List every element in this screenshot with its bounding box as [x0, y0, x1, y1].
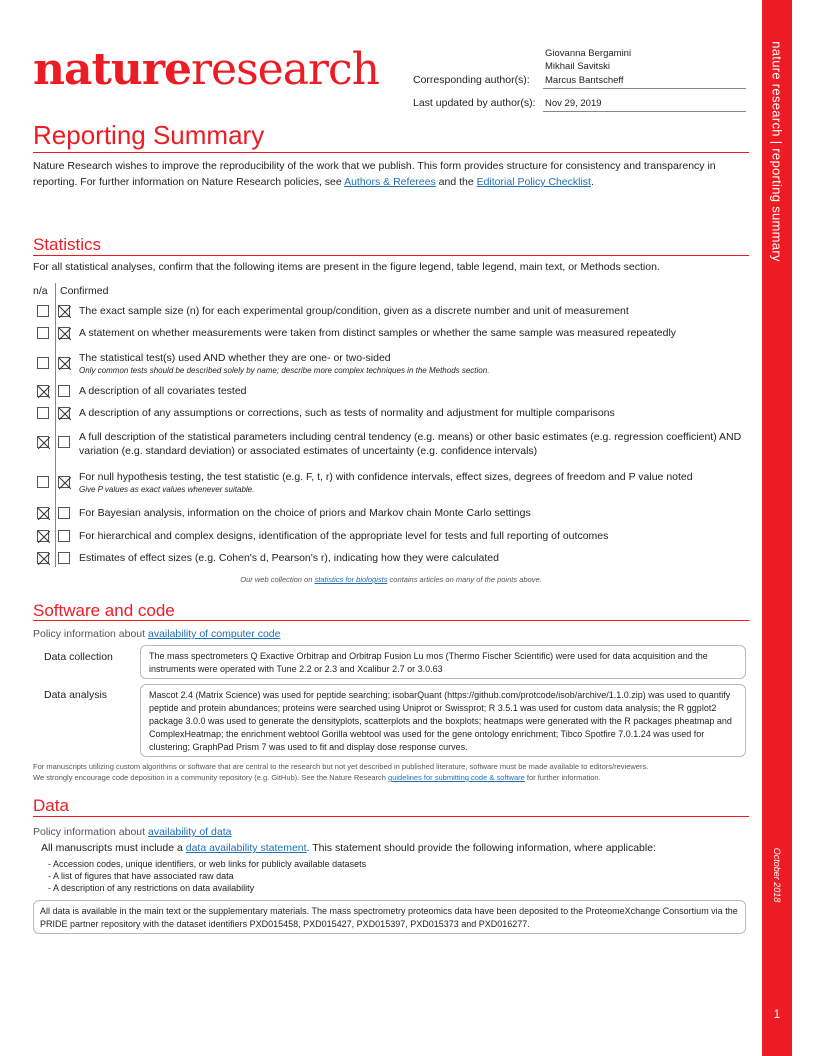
statistics-heading: Statistics: [33, 235, 102, 254]
availability-of-data-link[interactable]: availability of data: [147, 826, 232, 838]
author-underline: [543, 88, 746, 89]
confirmed-checkbox[interactable]: [58, 305, 70, 317]
confirmed-checkbox[interactable]: [58, 552, 70, 564]
statistics-item: Estimates of effect sizes (e.g. Cohen's d, Pearson's r), indicating how they were calculated: [79, 552, 499, 564]
statistics-item: For hierarchical and complex designs, identification of the appropriate level for tests and full reporting of outcomes: [79, 530, 609, 542]
statistics-item-note: Give P values as exact values whenever suitable.: [79, 485, 255, 494]
statistics-biologists-link[interactable]: statistics for biologists: [314, 575, 388, 584]
data-bullet-2: - A list of figures that have associated raw data: [48, 871, 234, 881]
confirmed-column-header: Confirmed: [60, 285, 109, 297]
confirmed-checkbox[interactable]: [58, 507, 70, 519]
data-bullet-3: - A description of any restrictions on data availability: [48, 883, 255, 893]
statistics-item: A statement on whether measurements were taken from distinct samples or whether the same sample was measured repeatedly: [79, 327, 677, 339]
data-availability-field[interactable]: All data is available in the main text or the supplementary materials. The mass spectrometry proteomics data have been deposited to the ProteomeXchange Consortium via the PRIDE partner repository with the dataset identifiers PXD015458, PXD015427, PXD015397, PXD015373 and PXD016277.: [33, 900, 746, 934]
na-checkbox[interactable]: [37, 530, 49, 542]
authors-referees-link[interactable]: Authors & Referees: [344, 176, 436, 188]
software-policy: Policy information about availability of computer code: [33, 628, 281, 640]
column-divider: [55, 283, 56, 567]
confirmed-checkbox[interactable]: [58, 327, 70, 339]
data-rule: [33, 816, 749, 817]
statistics-item: A description of any assumptions or corrections, such as tests of normality and adjustment for multiple comparisons: [79, 407, 615, 419]
software-rule: [33, 620, 749, 621]
data-policy: Policy information about availability of data: [33, 826, 232, 838]
data-heading: Data: [33, 796, 69, 815]
na-checkbox[interactable]: [37, 507, 49, 519]
software-fine-print-1: For manuscripts utilizing custom algorithms or software that are central to the research but not yet described in published literature, software must be made available to editors/reviewers.: [33, 762, 649, 771]
page-number: 1: [773, 1007, 781, 1021]
data-analysis-label: Data analysis: [44, 689, 108, 701]
statistics-item: For Bayesian analysis, information on the choice of priors and Markov chain Monte Carlo settings: [79, 507, 531, 519]
statistics-item: The exact sample size (n) for each experimental group/condition, given as a discrete number and unit of measurement: [79, 305, 629, 317]
na-checkbox[interactable]: [37, 436, 49, 448]
side-banner-date: October 2018: [772, 847, 782, 903]
confirmed-checkbox[interactable]: [58, 436, 70, 448]
na-column-header: n/a: [33, 285, 48, 297]
corresponding-label: Corresponding author(s):: [413, 74, 530, 86]
intro-paragraph: Nature Research wishes to improve the reproducibility of the work that we publish. This form provides structure for consistency and transparency in reporting. For further information on Nature Research policies, see Authors & Referees and the Editorial Policy Checklist.: [33, 160, 716, 188]
data-bullet-1: - Accession codes, unique identifiers, or web links for publicly available datasets: [48, 859, 367, 869]
author-2: Mikhail Savitski: [545, 61, 610, 72]
software-fine-print-2: We strongly encourage code deposition in a community repository (e.g. GitHub). See the Nature Research guidelines for submitting code & software for further information.: [33, 773, 601, 782]
data-availability-statement-link[interactable]: data availability statement: [185, 842, 307, 854]
side-banner-title: nature research | reporting summary: [769, 41, 785, 262]
statistics-item: The statistical test(s) used AND whether they are one- or two-sided Only common tests should be described solely by name; describe more complex techniques in the Methods section.: [79, 351, 749, 376]
statistics-item-note: Only common tests should be described solely by name; describe more complex techniques in the Methods section.: [79, 366, 490, 375]
confirmed-checkbox[interactable]: [58, 476, 70, 488]
author-1: Giovanna Bergamini: [545, 48, 632, 59]
data-collection-label: Data collection: [44, 651, 113, 663]
editorial-policy-link[interactable]: Editorial Policy Checklist: [476, 176, 591, 188]
confirmed-checkbox[interactable]: [58, 357, 70, 369]
na-checkbox[interactable]: [37, 357, 49, 369]
computer-code-link[interactable]: availability of computer code: [147, 628, 281, 640]
page-title: Reporting Summary: [33, 120, 265, 150]
na-checkbox[interactable]: [37, 305, 49, 317]
title-rule: [33, 152, 749, 153]
statistics-item: A full description of the statistical parameters including central tendency (e.g. means) or other basic estimates (e.g. regression coefficient) AND variation (e.g. standard deviation) or associated estimates of uncertainty (e.g. confidence intervals): [79, 431, 742, 457]
statistics-rule: [33, 255, 749, 256]
confirmed-checkbox[interactable]: [58, 407, 70, 419]
updated-label: Last updated by author(s):: [413, 97, 536, 109]
data-analysis-field[interactable]: Mascot 2.4 (Matrix Science) was used for peptide searching; isobarQuant (https://github.com/protcode/isob/archive/1.1.0.zip) was used to quantify peptide and protein abundances; proteins were searched using Uniprot or Swissprot; R 3.5.1 was used for custom data analysis; the R ggplot2 package 3.0.0 was used to generate the densityplots, scatterplots and the boxplots; heatmaps were generated with the R packages pheatmap and ComplexHeatmap; the enrichment webtool Gorilla webtool was used for the gene ontology enrichment; Tibco Spotfire 7.0.1.24 was used for clustering; GraphPad Prism 7 was used to fit and display dose response curves.: [140, 684, 746, 757]
na-checkbox[interactable]: [37, 552, 49, 564]
na-checkbox[interactable]: [37, 385, 49, 397]
confirmed-checkbox[interactable]: [58, 530, 70, 542]
na-checkbox[interactable]: [37, 327, 49, 339]
nature-research-logo: natureresearch: [33, 44, 379, 95]
updated-value: Nov 29, 2019: [545, 98, 602, 109]
na-checkbox[interactable]: [37, 407, 49, 419]
code-guidelines-link[interactable]: guidelines for submitting code & software: [388, 773, 525, 782]
software-heading: Software and code: [33, 601, 175, 620]
na-checkbox[interactable]: [37, 476, 49, 488]
data-requirement: All manuscripts must include a data availability statement. This statement should provide the following information, where applicable:: [41, 842, 656, 854]
statistics-instruction: For all statistical analyses, confirm that the following items are present in the figure legend, table legend, main text, or Methods section.: [33, 261, 660, 273]
data-collection-field[interactable]: The mass spectrometers Q Exactive Orbitrap and Orbitrap Fusion Lu mos (Thermo Fischer Scientific) were used for data acquisition and the instruments were operated with Tune 2.2 or 2.3 and Xcalibur 2.7 or 3.0.63: [140, 645, 746, 679]
confirmed-checkbox[interactable]: [58, 385, 70, 397]
statistics-item: A description of all covariates tested: [79, 385, 247, 397]
author-3: Marcus Bantscheff: [545, 75, 624, 86]
statistics-footnote: Our web collection on statistics for biologists contains articles on many of the points above.: [240, 575, 542, 584]
updated-underline: [543, 111, 746, 112]
statistics-item: For null hypothesis testing, the test statistic (e.g. F, t, r) with confidence intervals, effect sizes, degrees of freedom and P value noted Give P values as exact values whenever suitable.: [79, 470, 749, 495]
side-banner: [762, 0, 792, 1056]
data-bullet-list: [48, 858, 366, 894]
